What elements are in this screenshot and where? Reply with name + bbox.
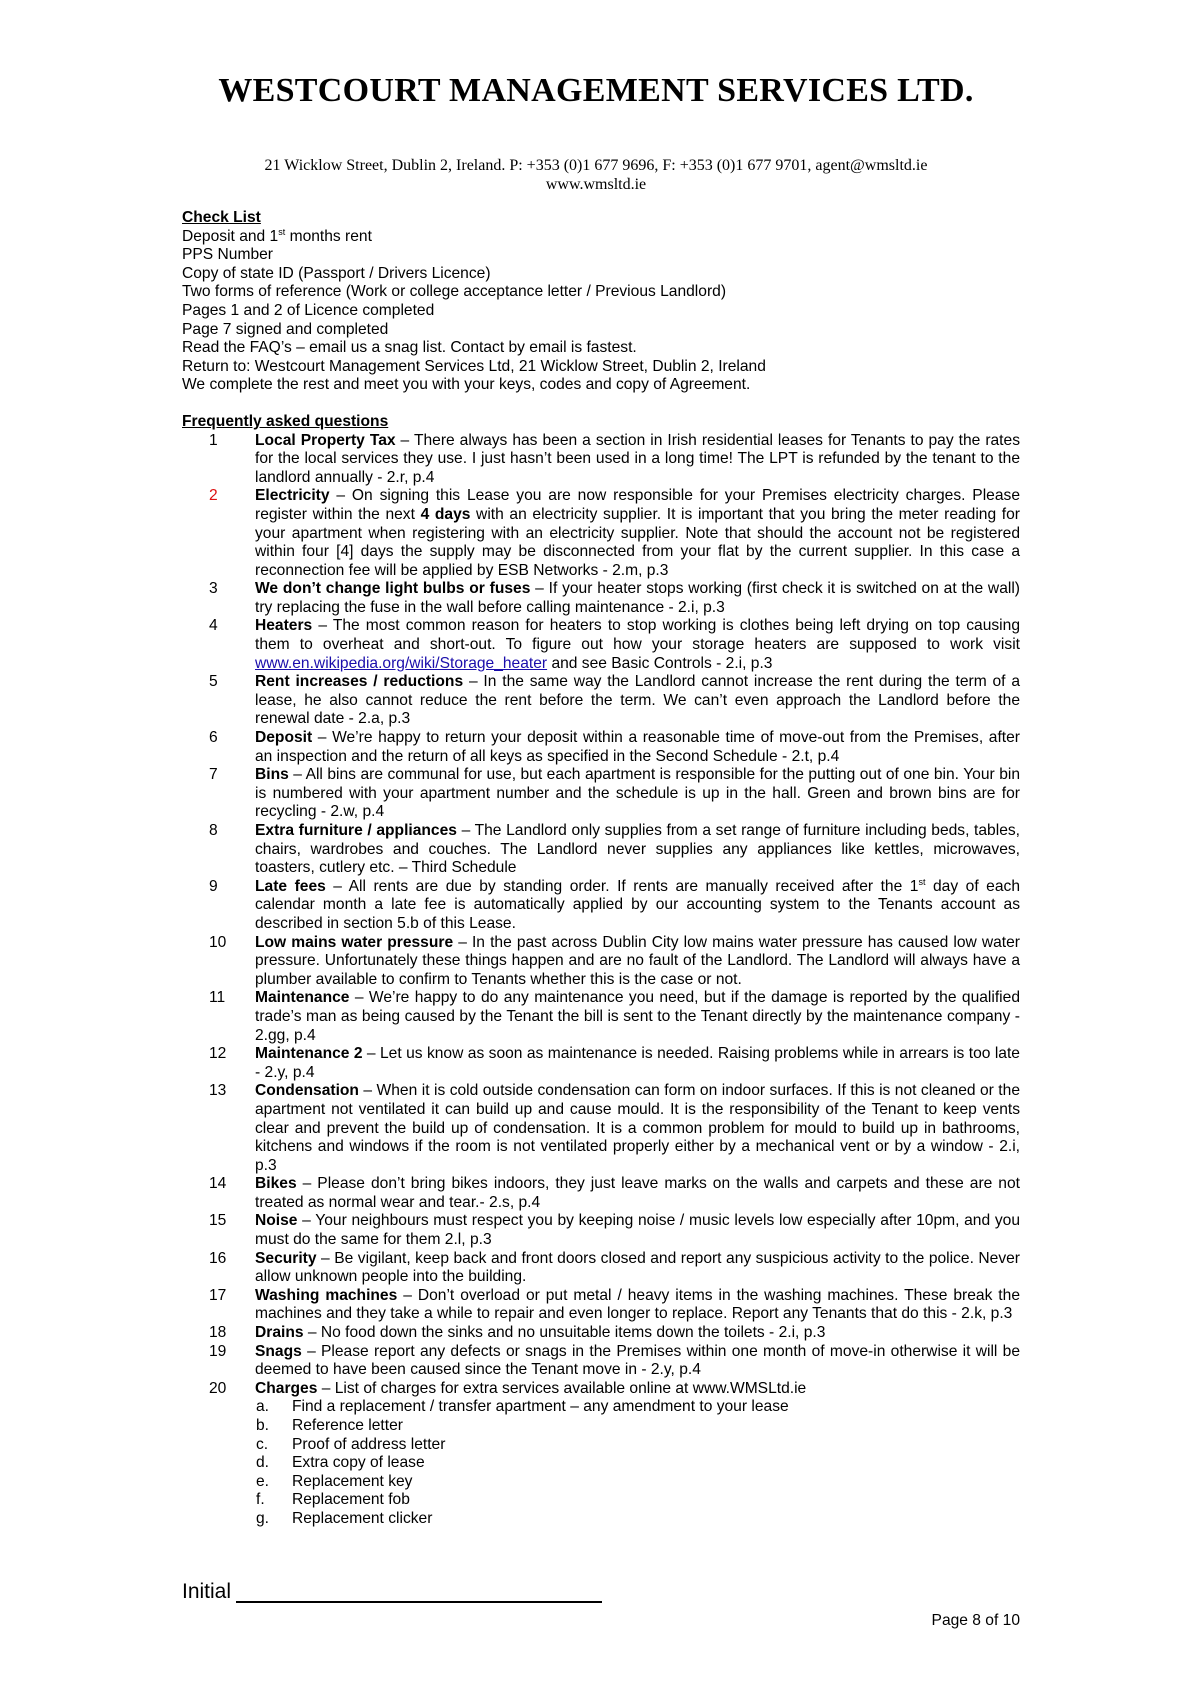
checklist-item: Two forms of reference (Work or college acceptance letter / Previous Landlord) bbox=[182, 283, 727, 301]
faq-body: – If your heater stops working (first check it is switched on at the wall) try replacing the fuse in the wall before calling maintenance - 2.i, p.3 bbox=[255, 580, 1020, 616]
checklist-item: PPS Number bbox=[182, 246, 273, 264]
faq-number: 13 bbox=[209, 1082, 227, 1100]
faq-heading: We don’t change light bulbs or fuses bbox=[255, 580, 531, 598]
charge-text: Proof of address letter bbox=[292, 1435, 446, 1453]
faq-body: – We’re happy to return your deposit within a reasonable time of move-out from the Premises, after an inspection and the return of all keys as specified in the Second Schedule - 2.t, p.4 bbox=[255, 729, 1020, 765]
faq-body: – Please report any defects or snags in the Premises within one month of move-in otherwise it will be deemed to have been caused since the Tenant move in - 2.y, p.4 bbox=[255, 1342, 1020, 1379]
faq-heading: Snags bbox=[255, 1342, 302, 1360]
faq-number: 12 bbox=[209, 1045, 227, 1063]
checklist-item: Copy of state ID (Passport / Drivers Licence) bbox=[182, 264, 491, 282]
faq-body: – No food down the sinks and no unsuitable items down the toilets - 2.i, p.3 bbox=[303, 1324, 826, 1342]
faq-number: 3 bbox=[209, 580, 218, 598]
storage-heater-link[interactable]: www.en.wikipedia.org/wiki/Storage_heater bbox=[255, 654, 548, 672]
faq-item bbox=[182, 1082, 1020, 1175]
faq-body: – All bins are communal for use, but each apartment is responsible for the putting out of one bin. Your bin is numbered with your apartment number and the schedule is up in the hall. Green and brown bins are for recycling - 2.w, p.4 bbox=[255, 766, 1020, 821]
charge-text: Replacement clicker bbox=[292, 1509, 433, 1527]
faq-number: 11 bbox=[209, 989, 226, 1007]
faq-body: – We’re happy to do any maintenance you need, but if the damage is reported by the qualified trade’s man as being caused by the Tenant the bill is sent to the Tenant directly by the maintenance company - 2.gg, p.4 bbox=[255, 989, 1020, 1044]
faq-body: – The Landlord only supplies from a set range of furniture including beds, tables, chairs, wardrobes and couches. The Landlord never supplies any appliances like kettles, microwaves, toasters, cutlery etc. – Third Schedule bbox=[255, 822, 1020, 877]
faq-body: with an electricity supplier. It is important that you bring the meter reading for your apartment when registering with an electricity supplier. Note that should the account not be registered within four [4] days the supply may be disconnected from your flat by the current supplier. In this case a reconnection fee will be applied by ESB Networks - 2.m, p.3 bbox=[255, 505, 1020, 579]
faq-body: – Your neighbours must respect you by keeping noise / music levels low especially after 10pm, and you must do the same for them 2.l, p.3 bbox=[255, 1212, 1020, 1249]
charge-item bbox=[182, 1398, 1020, 1417]
faq-body: – Let us know as soon as maintenance is needed. Raising problems while in arrears is too late - 2.y, p.4 bbox=[255, 1045, 1020, 1081]
faq-body: and see Basic Controls - 2.i, p.3 bbox=[547, 654, 773, 672]
faq-item bbox=[182, 673, 1020, 729]
charges-list bbox=[182, 1398, 1020, 1528]
faq-list bbox=[182, 432, 1020, 1399]
checklist-item: Return to: Westcourt Management Services Ltd, 21 Wicklow Street, Dublin 2, Ireland bbox=[182, 357, 766, 375]
faq-item bbox=[182, 1045, 1020, 1082]
faq-number: 4 bbox=[209, 617, 218, 635]
checklist-item: Deposit and 1st months rent bbox=[182, 226, 372, 245]
faq-item bbox=[182, 934, 1020, 990]
faq-heading: Heaters bbox=[255, 617, 313, 635]
faq-heading: Bikes bbox=[255, 1175, 297, 1193]
charge-item bbox=[182, 1473, 1020, 1492]
faq-number: 15 bbox=[209, 1212, 227, 1230]
faq-heading: Maintenance 2 bbox=[255, 1045, 363, 1063]
faq-body: – Please don’t bring bikes indoors, they just leave marks on the walls and carpets and these are not treated as normal wear and tear.- 2.s, p.4 bbox=[255, 1175, 1020, 1211]
faq-body: – The most common reason for heaters to stop working is clothes being left drying on top causing them to overheat and short-out. To figure out how your storage heaters are supposed to work visit bbox=[255, 617, 1020, 654]
faq-heading: Maintenance bbox=[255, 989, 350, 1007]
faq-body: – In the same way the Landlord cannot increase the rent during the term of a lease, he also cannot reduce the rent before the term. We can’t even approach the Landlord before the renewal date - 2.a, p.3 bbox=[255, 673, 1021, 728]
faq-heading: Drains bbox=[255, 1324, 304, 1342]
faq-item bbox=[182, 1287, 1020, 1324]
charge-letter: f. bbox=[256, 1491, 265, 1509]
charge-text: Replacement fob bbox=[292, 1491, 410, 1509]
initial-signature-line[interactable] bbox=[236, 1601, 602, 1603]
faq-item bbox=[182, 1250, 1020, 1287]
faq-number: 7 bbox=[209, 766, 218, 784]
faq-body: – List of charges for extra services available online at www.WMSLtd.ie bbox=[317, 1379, 807, 1397]
charge-text: Replacement key bbox=[292, 1472, 413, 1490]
faq-number: 20 bbox=[209, 1379, 227, 1397]
faq-number: 18 bbox=[209, 1324, 227, 1342]
faq-item bbox=[182, 1343, 1020, 1380]
faq-item bbox=[182, 487, 1020, 580]
faq-number: 17 bbox=[209, 1286, 227, 1304]
checklist-item: Read the FAQ’s – email us a snag list. Contact by email is fastest. bbox=[182, 339, 637, 357]
faq-item bbox=[182, 1212, 1020, 1249]
faq-body: day of each calendar month a late fee is automatically applied by our accounting system to the Tenants account as described in section 5.b of this Lease. bbox=[255, 877, 1020, 932]
faq-heading: Security bbox=[255, 1249, 317, 1267]
faq-item: 9 Late fees – All rents are due by standing order. If rents are manually received after the 1st day of each calendar month a late fee is automatically applied by our accounting system to the Tenants account as described in section 5.b of this Lease. bbox=[209, 876, 1020, 932]
faq-heading: Washing machines bbox=[255, 1286, 398, 1304]
charge-text: Find a replacement / transfer apartment – any amendment to your lease bbox=[292, 1398, 789, 1416]
faq-heading: Electricity bbox=[255, 487, 330, 505]
initial-label: Initial bbox=[182, 1580, 232, 1603]
charge-letter: c. bbox=[256, 1435, 269, 1453]
faq-item bbox=[182, 1175, 1020, 1212]
faq-item bbox=[182, 617, 1020, 673]
faq-number: 6 bbox=[209, 729, 218, 747]
checklist-item: Page 7 signed and completed bbox=[182, 320, 389, 338]
faq-number: 19 bbox=[209, 1342, 227, 1360]
charge-item bbox=[182, 1491, 1020, 1510]
faq-item bbox=[182, 729, 1020, 766]
faq-bold-text: 4 days bbox=[420, 505, 471, 523]
faq-heading: Local Property Tax bbox=[255, 431, 396, 449]
faq-body: – Don’t overload or put metal / heavy items in the washing machines. These break the machines and they take a while to repair and even longer to replace. Report any Tenants that do this - 2.k, p.3 bbox=[255, 1286, 1020, 1323]
faq-heading: Rent increases / reductions bbox=[255, 673, 464, 691]
company-name: WESTCOURT MANAGEMENT SERVICES LTD. bbox=[218, 72, 974, 109]
website-line: www.wmsltd.ie bbox=[545, 176, 647, 193]
charge-letter: b. bbox=[256, 1417, 270, 1434]
charge-letter: a. bbox=[256, 1398, 270, 1416]
faq-number: 10 bbox=[209, 933, 227, 951]
document-body bbox=[182, 209, 1020, 1529]
faq-title: Frequently asked questions bbox=[182, 412, 389, 430]
charge-item bbox=[182, 1417, 1020, 1436]
faq-number: 14 bbox=[209, 1175, 227, 1193]
charge-text: Extra copy of lease bbox=[292, 1454, 425, 1472]
faq-item bbox=[182, 822, 1020, 878]
charge-item bbox=[182, 1436, 1020, 1455]
faq-number: 2 bbox=[209, 487, 218, 505]
charge-item bbox=[182, 1510, 1020, 1529]
faq-heading: Extra furniture / appliances bbox=[255, 822, 457, 839]
faq-item bbox=[182, 432, 1020, 488]
faq-number: 16 bbox=[209, 1249, 227, 1267]
faq-body: – There always has been a section in Irish residential leases for Tenants to pay the rates for the local services they use. I just hasn’t been used in a long time! The LPT is refunded by the tenant to the landlord annually - 2.r, p.4 bbox=[255, 431, 1020, 486]
charge-letter: e. bbox=[256, 1472, 270, 1490]
address-line: 21 Wicklow Street, Dublin 2, Ireland. P: +353 (0)1 677 9696, F: +353 (0)1 677 9701, agent@wmsltd.ie bbox=[264, 157, 928, 174]
faq-heading: Late fees bbox=[255, 877, 326, 895]
faq-number: 5 bbox=[209, 673, 218, 691]
faq-body: – All rents are due by standing order. If rents are manually received after the 1 bbox=[325, 877, 919, 895]
faq-item bbox=[182, 1380, 1020, 1399]
faq-heading: Condensation bbox=[255, 1082, 359, 1100]
checklist-item: Pages 1 and 2 of Licence completed bbox=[182, 301, 435, 319]
company-address bbox=[0, 156, 1192, 194]
charge-letter: d. bbox=[256, 1454, 270, 1472]
faq-number: 9 bbox=[209, 877, 218, 895]
charge-letter: g. bbox=[256, 1509, 270, 1527]
faq-body: – On signing this Lease you are now responsible for your Premises electricity charges. Please register within the next bbox=[255, 487, 1020, 523]
faq-heading: Bins bbox=[255, 766, 289, 784]
checklist-item: We complete the rest and meet you with your keys, codes and copy of Agreement. bbox=[182, 376, 751, 394]
faq-heading: Low mains water pressure bbox=[255, 933, 454, 951]
faq-body: – When it is cold outside condensation can form on indoor surfaces. If this is not cleaned or the apartment not ventilated it can build up and cause mould. It is the responsibility of the Tenant to keep vents clear and prevent the build up of condensation. It is a common problem for mould to build up in bathrooms, kitchens and windows if the room is not ventilated properly either by a mechanical vent or by a window - 2.i, p.3 bbox=[255, 1082, 1020, 1174]
faq-item bbox=[182, 989, 1020, 1045]
faq-item bbox=[182, 580, 1020, 617]
charge-item bbox=[182, 1454, 1020, 1473]
faq-number: 1 bbox=[209, 431, 218, 449]
checklist bbox=[182, 228, 1020, 395]
faq-item bbox=[182, 1324, 1020, 1343]
faq-body: – Be vigilant, keep back and front doors closed and report any suspicious activity to the police. Never allow unknown people into the building. bbox=[255, 1249, 1020, 1286]
faq-heading: Deposit bbox=[255, 729, 313, 747]
faq-heading: Charges bbox=[255, 1379, 318, 1397]
faq-heading: Noise bbox=[255, 1212, 298, 1230]
page-number: Page 8 of 10 bbox=[931, 1612, 1020, 1629]
faq-item bbox=[182, 766, 1020, 822]
faq-number: 8 bbox=[209, 822, 218, 839]
checklist-title: Check List bbox=[182, 209, 261, 226]
faq-body: – In the past across Dublin City low mains water pressure has caused low water pressure. Unfortunately these things happen and are no fault of the Landlord. The Landlord will always have a plumber available to confirm to Tenants whether this is the case or not. bbox=[255, 933, 1020, 988]
charge-text: Reference letter bbox=[292, 1417, 403, 1434]
